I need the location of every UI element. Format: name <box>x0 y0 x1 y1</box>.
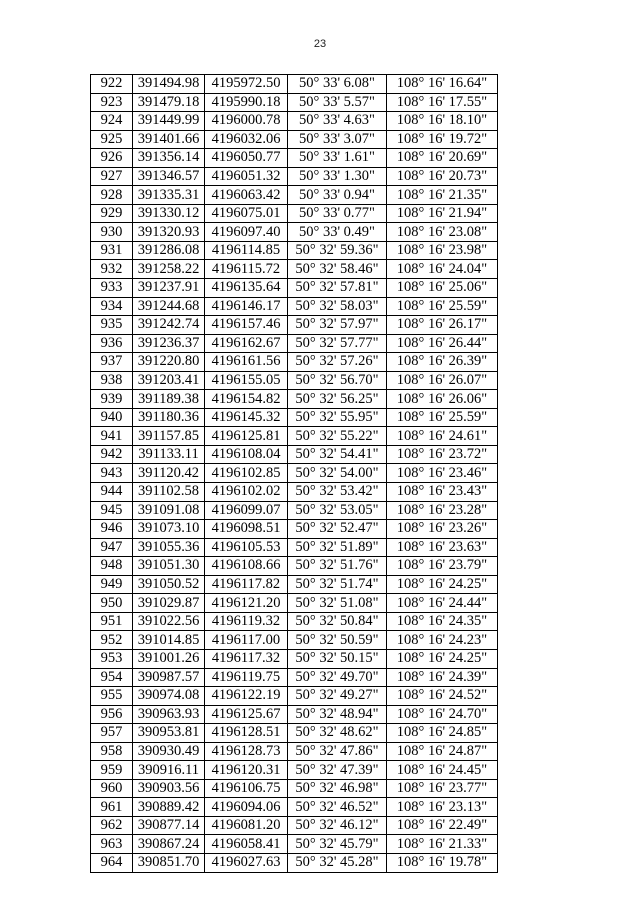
point-number-cell: 954 <box>91 668 133 687</box>
y-coordinate-cell: 4196063.42 <box>205 186 288 205</box>
longitude-cell: 108° 16' 23.43" <box>387 483 498 502</box>
table-row <box>91 594 498 613</box>
x-coordinate-cell: 391133.11 <box>133 445 205 464</box>
y-coordinate-cell: 4196102.02 <box>205 483 288 502</box>
point-number-cell: 962 <box>91 816 133 835</box>
x-coordinate-cell: 390916.11 <box>133 761 205 780</box>
point-number-cell: 930 <box>91 223 133 242</box>
latitude-cell: 50° 32' 58.46" <box>288 260 387 279</box>
longitude-cell: 108° 16' 26.06" <box>387 390 498 409</box>
point-number-cell: 958 <box>91 742 133 761</box>
point-number-cell: 964 <box>91 853 133 872</box>
point-number-cell: 949 <box>91 575 133 594</box>
table-row <box>91 93 498 112</box>
y-coordinate-cell: 4196145.32 <box>205 408 288 427</box>
x-coordinate-cell: 391001.26 <box>133 649 205 668</box>
table-row <box>91 223 498 242</box>
point-number-cell: 924 <box>91 112 133 131</box>
y-coordinate-cell: 4196097.40 <box>205 223 288 242</box>
table-row <box>91 687 498 706</box>
table-row <box>91 260 498 279</box>
point-number-cell: 944 <box>91 483 133 502</box>
table-row <box>91 649 498 668</box>
point-number-cell: 955 <box>91 687 133 706</box>
point-number-cell: 923 <box>91 93 133 112</box>
point-number-cell: 934 <box>91 297 133 316</box>
x-coordinate-cell: 391055.36 <box>133 538 205 557</box>
point-number-cell: 963 <box>91 835 133 854</box>
longitude-cell: 108° 16' 24.45" <box>387 761 498 780</box>
longitude-cell: 108° 16' 23.77" <box>387 779 498 798</box>
latitude-cell: 50° 32' 46.52" <box>288 798 387 817</box>
longitude-cell: 108° 16' 23.08" <box>387 223 498 242</box>
y-coordinate-cell: 4195972.50 <box>205 75 288 94</box>
x-coordinate-cell: 391401.66 <box>133 130 205 149</box>
table-row <box>91 501 498 520</box>
longitude-cell: 108° 16' 23.13" <box>387 798 498 817</box>
point-number-cell: 959 <box>91 761 133 780</box>
point-number-cell: 956 <box>91 705 133 724</box>
longitude-cell: 108° 16' 26.17" <box>387 316 498 335</box>
x-coordinate-cell: 390953.81 <box>133 724 205 743</box>
x-coordinate-cell: 391449.99 <box>133 112 205 131</box>
point-number-cell: 922 <box>91 75 133 94</box>
y-coordinate-cell: 4196114.85 <box>205 241 288 260</box>
x-coordinate-cell: 391073.10 <box>133 520 205 539</box>
table-row <box>91 316 498 335</box>
longitude-cell: 108° 16' 20.69" <box>387 149 498 168</box>
longitude-cell: 108° 16' 26.39" <box>387 353 498 372</box>
table-row <box>91 575 498 594</box>
y-coordinate-cell: 4196081.20 <box>205 816 288 835</box>
longitude-cell: 108° 16' 23.72" <box>387 445 498 464</box>
point-number-cell: 948 <box>91 557 133 576</box>
table-row <box>91 371 498 390</box>
point-number-cell: 946 <box>91 520 133 539</box>
y-coordinate-cell: 4196146.17 <box>205 297 288 316</box>
y-coordinate-cell: 4196032.06 <box>205 130 288 149</box>
point-number-cell: 932 <box>91 260 133 279</box>
point-number-cell: 943 <box>91 464 133 483</box>
latitude-cell: 50° 32' 59.36" <box>288 241 387 260</box>
longitude-cell: 108° 16' 23.98" <box>387 241 498 260</box>
y-coordinate-cell: 4196117.32 <box>205 649 288 668</box>
x-coordinate-cell: 391237.91 <box>133 279 205 298</box>
x-coordinate-cell: 391102.58 <box>133 483 205 502</box>
table-row <box>91 761 498 780</box>
table-row <box>91 520 498 539</box>
x-coordinate-cell: 390903.56 <box>133 779 205 798</box>
latitude-cell: 50° 32' 51.89" <box>288 538 387 557</box>
point-number-cell: 950 <box>91 594 133 613</box>
table-row <box>91 112 498 131</box>
table-row <box>91 427 498 446</box>
x-coordinate-cell: 391242.74 <box>133 316 205 335</box>
y-coordinate-cell: 4196075.01 <box>205 204 288 223</box>
x-coordinate-cell: 391479.18 <box>133 93 205 112</box>
longitude-cell: 108° 16' 23.28" <box>387 501 498 520</box>
latitude-cell: 50° 32' 57.26" <box>288 353 387 372</box>
y-coordinate-cell: 4195990.18 <box>205 93 288 112</box>
latitude-cell: 50° 32' 50.84" <box>288 612 387 631</box>
longitude-cell: 108° 16' 24.87" <box>387 742 498 761</box>
longitude-cell: 108° 16' 17.55" <box>387 93 498 112</box>
longitude-cell: 108° 16' 20.73" <box>387 167 498 186</box>
point-number-cell: 953 <box>91 649 133 668</box>
latitude-cell: 50° 33' 3.07" <box>288 130 387 149</box>
longitude-cell: 108° 16' 21.94" <box>387 204 498 223</box>
longitude-cell: 108° 16' 24.35" <box>387 612 498 631</box>
table-row <box>91 557 498 576</box>
latitude-cell: 50° 33' 0.77" <box>288 204 387 223</box>
point-number-cell: 952 <box>91 631 133 650</box>
y-coordinate-cell: 4196102.85 <box>205 464 288 483</box>
table-row <box>91 612 498 631</box>
latitude-cell: 50° 32' 57.81" <box>288 279 387 298</box>
latitude-cell: 50° 33' 0.94" <box>288 186 387 205</box>
table-row <box>91 445 498 464</box>
y-coordinate-cell: 4196125.81 <box>205 427 288 446</box>
table-row <box>91 464 498 483</box>
y-coordinate-cell: 4196051.32 <box>205 167 288 186</box>
latitude-cell: 50° 33' 4.63" <box>288 112 387 131</box>
point-number-cell: 961 <box>91 798 133 817</box>
latitude-cell: 50° 32' 56.70" <box>288 371 387 390</box>
table-row <box>91 75 498 94</box>
table-row <box>91 149 498 168</box>
table-row <box>91 779 498 798</box>
x-coordinate-cell: 391157.85 <box>133 427 205 446</box>
longitude-cell: 108° 16' 25.59" <box>387 408 498 427</box>
latitude-cell: 50° 32' 45.79" <box>288 835 387 854</box>
longitude-cell: 108° 16' 24.39" <box>387 668 498 687</box>
latitude-cell: 50° 33' 1.30" <box>288 167 387 186</box>
longitude-cell: 108° 16' 23.79" <box>387 557 498 576</box>
longitude-cell: 108° 16' 24.25" <box>387 575 498 594</box>
longitude-cell: 108° 16' 21.35" <box>387 186 498 205</box>
y-coordinate-cell: 4196125.67 <box>205 705 288 724</box>
point-number-cell: 942 <box>91 445 133 464</box>
longitude-cell: 108° 16' 16.64" <box>387 75 498 94</box>
y-coordinate-cell: 4196128.51 <box>205 724 288 743</box>
latitude-cell: 50° 32' 58.03" <box>288 297 387 316</box>
latitude-cell: 50° 33' 5.57" <box>288 93 387 112</box>
longitude-cell: 108° 16' 23.46" <box>387 464 498 483</box>
y-coordinate-cell: 4196162.67 <box>205 334 288 353</box>
latitude-cell: 50° 33' 6.08" <box>288 75 387 94</box>
latitude-cell: 50° 32' 49.27" <box>288 687 387 706</box>
x-coordinate-cell: 391258.22 <box>133 260 205 279</box>
table-row <box>91 408 498 427</box>
x-coordinate-cell: 391051.30 <box>133 557 205 576</box>
point-number-cell: 938 <box>91 371 133 390</box>
latitude-cell: 50° 32' 53.05" <box>288 501 387 520</box>
latitude-cell: 50° 32' 48.94" <box>288 705 387 724</box>
x-coordinate-cell: 390930.49 <box>133 742 205 761</box>
table-row <box>91 853 498 872</box>
y-coordinate-cell: 4196135.64 <box>205 279 288 298</box>
y-coordinate-cell: 4196122.19 <box>205 687 288 706</box>
x-coordinate-cell: 391220.80 <box>133 353 205 372</box>
table-row <box>91 798 498 817</box>
latitude-cell: 50° 32' 54.41" <box>288 445 387 464</box>
table-row <box>91 297 498 316</box>
table-row <box>91 204 498 223</box>
table-row <box>91 334 498 353</box>
x-coordinate-cell: 390851.70 <box>133 853 205 872</box>
table-row <box>91 668 498 687</box>
latitude-cell: 50° 32' 47.39" <box>288 761 387 780</box>
latitude-cell: 50° 32' 57.77" <box>288 334 387 353</box>
x-coordinate-cell: 391356.14 <box>133 149 205 168</box>
latitude-cell: 50° 32' 55.95" <box>288 408 387 427</box>
longitude-cell: 108° 16' 25.06" <box>387 279 498 298</box>
longitude-cell: 108° 16' 24.52" <box>387 687 498 706</box>
coordinates-table-body <box>91 75 498 873</box>
latitude-cell: 50° 32' 46.12" <box>288 816 387 835</box>
table-row <box>91 130 498 149</box>
x-coordinate-cell: 390877.14 <box>133 816 205 835</box>
table-row <box>91 816 498 835</box>
longitude-cell: 108° 16' 23.63" <box>387 538 498 557</box>
x-coordinate-cell: 390974.08 <box>133 687 205 706</box>
x-coordinate-cell: 391203.41 <box>133 371 205 390</box>
y-coordinate-cell: 4196108.66 <box>205 557 288 576</box>
y-coordinate-cell: 4196000.78 <box>205 112 288 131</box>
longitude-cell: 108° 16' 19.78" <box>387 853 498 872</box>
latitude-cell: 50° 32' 56.25" <box>288 390 387 409</box>
x-coordinate-cell: 391320.93 <box>133 223 205 242</box>
table-row <box>91 241 498 260</box>
longitude-cell: 108° 16' 18.10" <box>387 112 498 131</box>
x-coordinate-cell: 390889.42 <box>133 798 205 817</box>
x-coordinate-cell: 390963.93 <box>133 705 205 724</box>
x-coordinate-cell: 391346.57 <box>133 167 205 186</box>
latitude-cell: 50° 32' 47.86" <box>288 742 387 761</box>
x-coordinate-cell: 391189.38 <box>133 390 205 409</box>
y-coordinate-cell: 4196128.73 <box>205 742 288 761</box>
latitude-cell: 50° 32' 57.97" <box>288 316 387 335</box>
y-coordinate-cell: 4196121.20 <box>205 594 288 613</box>
latitude-cell: 50° 32' 54.00" <box>288 464 387 483</box>
point-number-cell: 936 <box>91 334 133 353</box>
longitude-cell: 108° 16' 24.44" <box>387 594 498 613</box>
longitude-cell: 108° 16' 26.44" <box>387 334 498 353</box>
latitude-cell: 50° 32' 49.70" <box>288 668 387 687</box>
x-coordinate-cell: 391022.56 <box>133 612 205 631</box>
y-coordinate-cell: 4196161.56 <box>205 353 288 372</box>
y-coordinate-cell: 4196027.63 <box>205 853 288 872</box>
y-coordinate-cell: 4196050.77 <box>205 149 288 168</box>
coordinates-table <box>90 74 498 873</box>
y-coordinate-cell: 4196117.82 <box>205 575 288 594</box>
x-coordinate-cell: 390987.57 <box>133 668 205 687</box>
point-number-cell: 937 <box>91 353 133 372</box>
longitude-cell: 108° 16' 24.70" <box>387 705 498 724</box>
latitude-cell: 50° 32' 50.15" <box>288 649 387 668</box>
point-number-cell: 957 <box>91 724 133 743</box>
y-coordinate-cell: 4196105.53 <box>205 538 288 557</box>
y-coordinate-cell: 4196108.04 <box>205 445 288 464</box>
point-number-cell: 951 <box>91 612 133 631</box>
table-row <box>91 390 498 409</box>
table-row <box>91 167 498 186</box>
longitude-cell: 108° 16' 24.61" <box>387 427 498 446</box>
point-number-cell: 927 <box>91 167 133 186</box>
table-row <box>91 705 498 724</box>
table-row <box>91 742 498 761</box>
point-number-cell: 960 <box>91 779 133 798</box>
y-coordinate-cell: 4196098.51 <box>205 520 288 539</box>
latitude-cell: 50° 32' 51.08" <box>288 594 387 613</box>
longitude-cell: 108° 16' 24.23" <box>387 631 498 650</box>
latitude-cell: 50° 32' 51.76" <box>288 557 387 576</box>
y-coordinate-cell: 4196106.75 <box>205 779 288 798</box>
longitude-cell: 108° 16' 24.85" <box>387 724 498 743</box>
point-number-cell: 939 <box>91 390 133 409</box>
y-coordinate-cell: 4196155.05 <box>205 371 288 390</box>
x-coordinate-cell: 391494.98 <box>133 75 205 94</box>
latitude-cell: 50° 32' 53.42" <box>288 483 387 502</box>
point-number-cell: 941 <box>91 427 133 446</box>
latitude-cell: 50° 32' 45.28" <box>288 853 387 872</box>
y-coordinate-cell: 4196119.75 <box>205 668 288 687</box>
point-number-cell: 928 <box>91 186 133 205</box>
latitude-cell: 50° 32' 55.22" <box>288 427 387 446</box>
table-row <box>91 353 498 372</box>
point-number-cell: 931 <box>91 241 133 260</box>
longitude-cell: 108° 16' 19.72" <box>387 130 498 149</box>
y-coordinate-cell: 4196099.07 <box>205 501 288 520</box>
latitude-cell: 50° 32' 46.98" <box>288 779 387 798</box>
page-number: 23 <box>313 38 327 50</box>
point-number-cell: 929 <box>91 204 133 223</box>
latitude-cell: 50° 32' 50.59" <box>288 631 387 650</box>
longitude-cell: 108° 16' 24.04" <box>387 260 498 279</box>
x-coordinate-cell: 391091.08 <box>133 501 205 520</box>
point-number-cell: 926 <box>91 149 133 168</box>
x-coordinate-cell: 391180.36 <box>133 408 205 427</box>
x-coordinate-cell: 391330.12 <box>133 204 205 223</box>
y-coordinate-cell: 4196094.06 <box>205 798 288 817</box>
x-coordinate-cell: 391050.52 <box>133 575 205 594</box>
point-number-cell: 945 <box>91 501 133 520</box>
longitude-cell: 108° 16' 26.07" <box>387 371 498 390</box>
x-coordinate-cell: 391029.87 <box>133 594 205 613</box>
longitude-cell: 108° 16' 23.26" <box>387 520 498 539</box>
table-row <box>91 279 498 298</box>
x-coordinate-cell: 391335.31 <box>133 186 205 205</box>
point-number-cell: 935 <box>91 316 133 335</box>
longitude-cell: 108° 16' 25.59" <box>387 297 498 316</box>
table-row <box>91 483 498 502</box>
x-coordinate-cell: 391286.08 <box>133 241 205 260</box>
table-row <box>91 538 498 557</box>
x-coordinate-cell: 391244.68 <box>133 297 205 316</box>
point-number-cell: 925 <box>91 130 133 149</box>
x-coordinate-cell: 391014.85 <box>133 631 205 650</box>
longitude-cell: 108° 16' 22.49" <box>387 816 498 835</box>
y-coordinate-cell: 4196117.00 <box>205 631 288 650</box>
table-row <box>91 631 498 650</box>
x-coordinate-cell: 391120.42 <box>133 464 205 483</box>
y-coordinate-cell: 4196119.32 <box>205 612 288 631</box>
point-number-cell: 947 <box>91 538 133 557</box>
longitude-cell: 108° 16' 21.33" <box>387 835 498 854</box>
y-coordinate-cell: 4196058.41 <box>205 835 288 854</box>
latitude-cell: 50° 33' 0.49" <box>288 223 387 242</box>
y-coordinate-cell: 4196115.72 <box>205 260 288 279</box>
longitude-cell: 108° 16' 24.25" <box>387 649 498 668</box>
latitude-cell: 50° 32' 48.62" <box>288 724 387 743</box>
y-coordinate-cell: 4196154.82 <box>205 390 288 409</box>
table-row <box>91 186 498 205</box>
point-number-cell: 940 <box>91 408 133 427</box>
latitude-cell: 50° 33' 1.61" <box>288 149 387 168</box>
y-coordinate-cell: 4196120.31 <box>205 761 288 780</box>
latitude-cell: 50° 32' 52.47" <box>288 520 387 539</box>
x-coordinate-cell: 391236.37 <box>133 334 205 353</box>
y-coordinate-cell: 4196157.46 <box>205 316 288 335</box>
point-number-cell: 933 <box>91 279 133 298</box>
latitude-cell: 50° 32' 51.74" <box>288 575 387 594</box>
table-row <box>91 835 498 854</box>
x-coordinate-cell: 390867.24 <box>133 835 205 854</box>
table-row <box>91 724 498 743</box>
